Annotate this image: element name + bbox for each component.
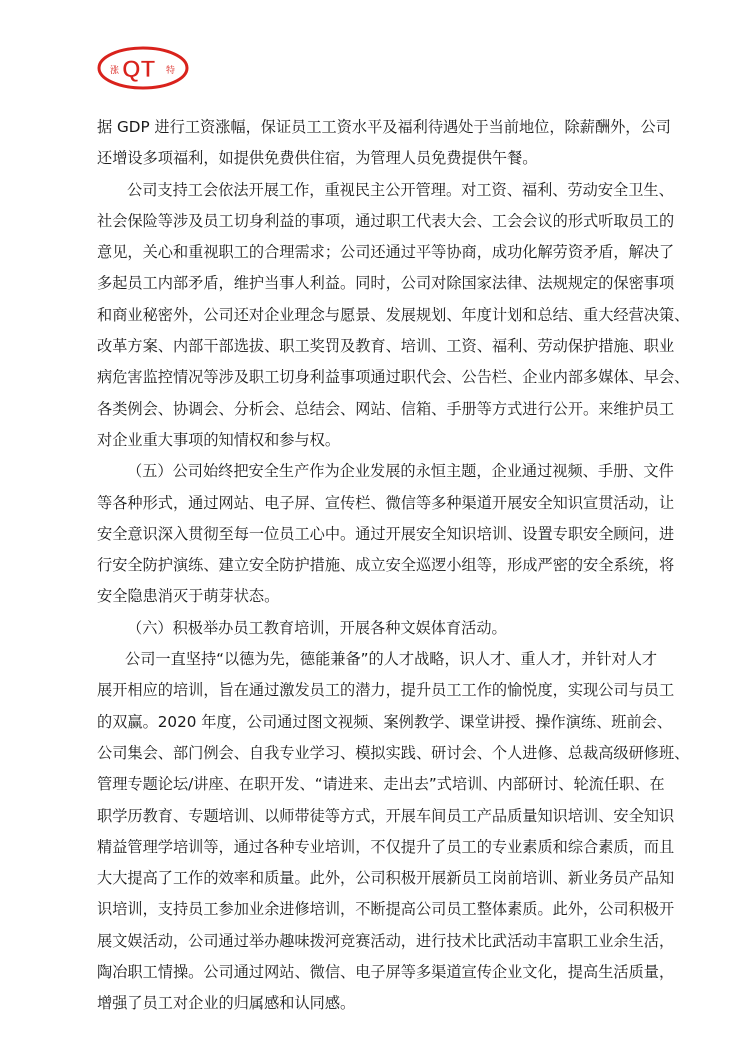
text-line: 多起员工内部矛盾，维护当事人利益。同时，公司对除国家法律、法规规定的保密事项 [97, 274, 675, 293]
text-line: 职学历教育、专题培训、以师带徒等方式，开展车间员工产品质量知识培训、安全知识 [97, 806, 675, 825]
text-line: 识培训，支持员工参加业余进修培训，不断提高公司员工整体素质。此外，公司积极开 [97, 900, 675, 919]
logo-mark: QT [122, 56, 156, 83]
company-logo [97, 45, 189, 91]
document-body [97, 112, 690, 1020]
text-line: 改革方案、内部干部选拔、职工奖罚及教育、培训、工资、福利、劳动保护措施、职业 [97, 337, 675, 356]
text-line: 各类例会、协调会、分析会、总结会、网站、信箱、手册等方式进行公开。来维护员工 [97, 399, 675, 418]
qt-logo-icon [97, 45, 189, 91]
text-line: 展文娱活动，公司通过举办趣味拨河竞赛活动，进行技术比武活动丰富职工业余生活， [97, 931, 675, 950]
text-line: 管理专题论坛/讲座、在职开发、“请进来、走出去”式培训、内部研讨、轮流任职、在 [97, 775, 665, 794]
text-line: 等各种形式，通过网站、电子屏、宣传栏、微信等多种渠道开展安全知识宣贯活动，让 [97, 493, 675, 512]
logo-left-char: 涨 [110, 66, 120, 76]
text-line: 大大提高了工作的效率和质量。此外，公司积极开展新员工岗前培训、新业务员产品知 [97, 869, 675, 888]
text-line: 展开相应的培训，旨在通过激发员工的潜力，提升员工工作的愉悦度，实现公司与员工 [97, 681, 675, 700]
text-line: 行安全防护演练、建立安全防护措施、成立安全巡逻小组等，形成严密的安全系统，将 [97, 556, 675, 575]
text-line: 病危害监控情况等涉及职工切身利益事项通过职代会、公告栏、企业内部多媒体、早会、 [97, 368, 690, 387]
text-line: 安全意识深入贯彻至每一位员工心中。通过开展安全知识培训、设置专职安全顾问，进 [97, 524, 675, 543]
text-line: 社会保险等涉及员工切身利益的事项，通过职工代表大会、工会会议的形式听取员工的 [97, 211, 675, 230]
text-line: 精益管理学培训等，通过各种专业培训，不仅提升了员工的专业素质和综合素质，而且 [97, 837, 675, 856]
text-line: 陶冶职工情操。公司通过网站、微信、电子屏等多渠道宣传企业文化，提高生活质量， [97, 963, 675, 982]
text-line: 还增设多项福利，如提供免费供住宿，为管理人员免费提供午餐。 [97, 149, 538, 168]
text-line: （五）公司始终把安全生产作为企业发展的永恒主题，企业通过视频、手册、文件 [127, 462, 674, 481]
text-line: 的双赢。2020 年度，公司通过图文视频、案例教学、课堂讲授、操作演练、班前会、 [97, 712, 673, 731]
text-line: 和商业秘密外，公司还对企业理念与愿景、发展规划、年度计划和总结、重大经营决策、 [97, 305, 690, 324]
text-line: 增强了员工对企业的归属感和认同感。 [97, 994, 356, 1013]
text-line: 意见，关心和重视职工的合理需求；公司还通过平等协商，成功化解劳资矛盾，解决了 [97, 243, 675, 262]
text-line: 公司支持工会依法开展工作，重视民主公开管理。对工资、福利、劳动安全卫生、 [127, 180, 674, 199]
logo-right-char: 特 [166, 66, 176, 76]
text-line: 对企业重大事项的知情权和参与权。 [97, 430, 340, 449]
text-line: 据 GDP 进行工资涨幅，保证员工工资水平及福利待遇处于当前地位，除薪酬外，公司 [97, 118, 671, 136]
text-line: 公司一直坚持“以德为先，德能兼备”的人才战略，识人才、重人才，并针对人才 [125, 650, 658, 669]
section-heading: （六）积极举办员工教育培训，开展各种文娱体育活动。 [127, 618, 507, 637]
text-line: 安全隐患消灭于萌芽状态。 [97, 587, 280, 606]
text-line: 公司集会、部门例会、自我专业学习、模拟实践、研讨会、个人进修、总裁高级研修班、 [97, 743, 690, 762]
